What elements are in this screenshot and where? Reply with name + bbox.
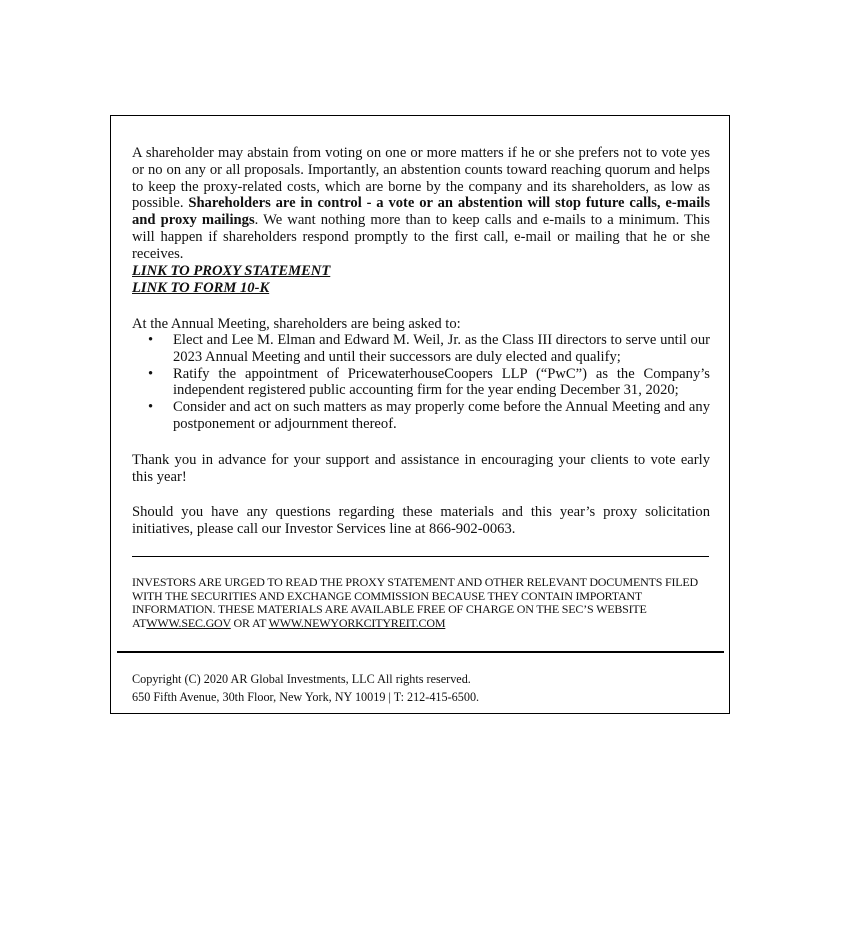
bullet-icon: • bbox=[148, 399, 154, 416]
legal-or-at: OR AT bbox=[230, 615, 269, 630]
proposal-text: Elect and Lee M. Elman and Edward M. Weil, Jr. as the Class III directors to serve until our 2023 Annual Meeting and until their successors are duly elected and qualify; bbox=[173, 332, 710, 365]
section-divider bbox=[132, 556, 709, 557]
thanks-paragraph: Thank you in advance for your support and assistance in encouraging your clients to vote early this year! bbox=[132, 452, 710, 485]
proposal-text: Consider and act on such matters as may properly come before the Annual Meeting and any postponement or adjournment thereof. bbox=[173, 399, 710, 432]
abstain-paragraph bbox=[132, 145, 710, 263]
questions-paragraph: Should you have any questions regarding these materials and this year’s proxy solicitation initiatives, please call our Investor Services line at 866-902-0063. bbox=[132, 504, 710, 537]
proposal-item bbox=[132, 399, 710, 433]
proxy-statement-link[interactable]: LINK TO PROXY STATEMENT bbox=[132, 263, 331, 279]
abstain-text: A shareholder may abstain from voting on one or more matters if he or she prefers not to vote yes or no on any or all proposals. Importantly, an abstention counts toward reaching quorum and helps to keep the proxy-related costs, which are borne by the company and its shareholders, as low as possible. bbox=[132, 145, 710, 212]
proposal-item bbox=[132, 366, 710, 400]
address-text: 650 Fifth Avenue, 30th Floor, New York, NY 10019 | T: 212-415-6500. bbox=[132, 690, 480, 704]
abstain-text-end: . We want nothing more than to keep calls and e-mails to a minimum. This will happen if shareholders respond promptly to the first call, e-mail or mailing that he or she receives. bbox=[132, 212, 710, 262]
footer bbox=[132, 670, 479, 706]
copyright-text: Copyright (C) 2020 AR Global Investments, LLC All rights reserved. bbox=[132, 672, 471, 686]
footer-divider bbox=[117, 651, 724, 653]
meeting-proposals-list bbox=[132, 332, 710, 433]
meeting-intro: At the Annual Meeting, shareholders are being asked to: bbox=[132, 316, 461, 332]
company-website-link[interactable]: WWW.NEWYORKCITYREIT.COM bbox=[268, 615, 446, 630]
legal-disclaimer bbox=[132, 576, 712, 630]
control-bold-text: Shareholders are in control - a vote or an abstention will stop future calls, e-mails and proxy mailings bbox=[132, 195, 710, 229]
bullet-icon: • bbox=[148, 332, 154, 348]
form-10k-link[interactable]: LINK TO FORM 10-K bbox=[132, 280, 270, 296]
legal-text: INVESTORS ARE URGED TO READ THE PROXY STATEMENT AND OTHER RELEVANT DOCUMENTS FILED WITH THE SECURITIES AND EXCHANGE COMMISSION BECAUSE THEY CONTAIN IMPORTANT INFORMATION. THESE MATERIALS ARE AVAILABLE FREE OF CHARGE ON THE SEC’S WEBSITE AT bbox=[132, 575, 699, 630]
proposal-item bbox=[132, 332, 710, 366]
proposal-text: Ratify the appointment of PricewaterhouseCoopers LLP (“PwC”) as the Company’s independent registered public accounting firm for the year ending December 31, 2020; bbox=[173, 365, 710, 399]
sec-website-link[interactable]: WWW.SEC.GOV bbox=[146, 615, 231, 630]
document-links bbox=[132, 263, 710, 297]
bullet-icon: • bbox=[148, 365, 154, 382]
